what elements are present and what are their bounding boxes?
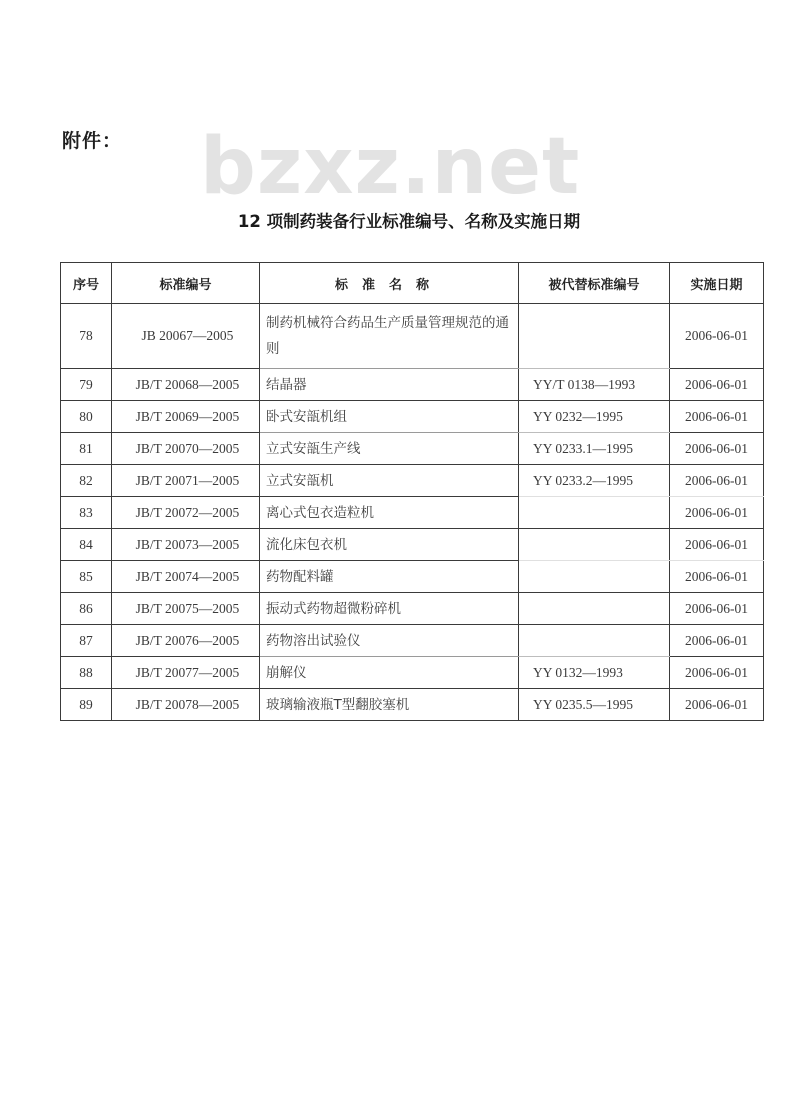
cell-code: JB/T 20077—2005 bbox=[112, 657, 260, 689]
cell-date: 2006-06-01 bbox=[670, 465, 764, 497]
cell-date: 2006-06-01 bbox=[670, 593, 764, 625]
attachment-label: 附件： bbox=[62, 130, 123, 152]
cell-code: JB/T 20074—2005 bbox=[112, 561, 260, 593]
table-row bbox=[61, 497, 764, 529]
cell-date: 2006-06-01 bbox=[670, 497, 764, 529]
cell-seq: 85 bbox=[61, 561, 112, 593]
cell-date: 2006-06-01 bbox=[670, 657, 764, 689]
cell-date: 2006-06-01 bbox=[670, 561, 764, 593]
table-row bbox=[61, 657, 764, 689]
document-title: 12 项制药装备行业标准编号、名称及实施日期 bbox=[237, 212, 581, 231]
table-row bbox=[61, 529, 764, 561]
cell-seq: 83 bbox=[61, 497, 112, 529]
cell-name: 制药机械符合药品生产质量管理规范的通则 bbox=[260, 304, 519, 369]
cell-code: JB 20067—2005 bbox=[112, 304, 260, 369]
cell-name: 振动式药物超微粉碎机 bbox=[260, 593, 519, 625]
cell-date: 2006-06-01 bbox=[670, 401, 764, 433]
cell-name: 立式安瓿机 bbox=[260, 465, 519, 497]
cell-code: JB/T 20069—2005 bbox=[112, 401, 260, 433]
cell-replaced: YY 0132—1993 bbox=[519, 657, 670, 689]
cell-seq: 82 bbox=[61, 465, 112, 497]
cell-seq: 81 bbox=[61, 433, 112, 465]
cell-replaced: YY/T 0138—1993 bbox=[519, 369, 670, 401]
table-row bbox=[61, 401, 764, 433]
cell-name: 崩解仪 bbox=[260, 657, 519, 689]
cell-code: JB/T 20070—2005 bbox=[112, 433, 260, 465]
table-row bbox=[61, 561, 764, 593]
header-replaced: 被代替标准编号 bbox=[519, 263, 670, 304]
cell-replaced bbox=[519, 625, 670, 657]
cell-code: JB/T 20076—2005 bbox=[112, 625, 260, 657]
cell-replaced bbox=[519, 497, 670, 529]
cell-date: 2006-06-01 bbox=[670, 529, 764, 561]
cell-name: 玻璃输液瓶T型翻胶塞机 bbox=[260, 689, 519, 721]
cell-date: 2006-06-01 bbox=[670, 369, 764, 401]
cell-code: JB/T 20078—2005 bbox=[112, 689, 260, 721]
cell-seq: 78 bbox=[61, 304, 112, 369]
cell-seq: 80 bbox=[61, 401, 112, 433]
cell-seq: 89 bbox=[61, 689, 112, 721]
cell-name: 卧式安瓿机组 bbox=[260, 401, 519, 433]
cell-replaced: YY 0235.5—1995 bbox=[519, 689, 670, 721]
cell-replaced bbox=[519, 304, 670, 369]
table-row bbox=[61, 304, 764, 369]
cell-code: JB/T 20071—2005 bbox=[112, 465, 260, 497]
table-row bbox=[61, 689, 764, 721]
header-name: 标准名称 bbox=[260, 263, 519, 304]
cell-seq: 87 bbox=[61, 625, 112, 657]
cell-name: 流化床包衣机 bbox=[260, 529, 519, 561]
table-row bbox=[61, 433, 764, 465]
cell-replaced: YY 0233.1—1995 bbox=[519, 433, 670, 465]
cell-name: 结晶器 bbox=[260, 369, 519, 401]
cell-code: JB/T 20073—2005 bbox=[112, 529, 260, 561]
header-date: 实施日期 bbox=[670, 263, 764, 304]
cell-replaced bbox=[519, 529, 670, 561]
cell-seq: 88 bbox=[61, 657, 112, 689]
table-row bbox=[61, 625, 764, 657]
standards-table bbox=[60, 262, 764, 721]
cell-seq: 79 bbox=[61, 369, 112, 401]
cell-replaced bbox=[519, 593, 670, 625]
table-header-row bbox=[61, 263, 764, 304]
cell-code: JB/T 20068—2005 bbox=[112, 369, 260, 401]
table-row bbox=[61, 593, 764, 625]
cell-name: 离心式包衣造粒机 bbox=[260, 497, 519, 529]
cell-replaced bbox=[519, 561, 670, 593]
cell-name: 立式安瓿生产线 bbox=[260, 433, 519, 465]
header-seq: 序号 bbox=[61, 263, 112, 304]
cell-date: 2006-06-01 bbox=[670, 304, 764, 369]
header-code: 标准编号 bbox=[112, 263, 260, 304]
cell-date: 2006-06-01 bbox=[670, 625, 764, 657]
cell-seq: 84 bbox=[61, 529, 112, 561]
cell-code: JB/T 20075—2005 bbox=[112, 593, 260, 625]
cell-date: 2006-06-01 bbox=[670, 433, 764, 465]
cell-replaced: YY 0233.2—1995 bbox=[519, 465, 670, 497]
cell-name: 药物溶出试验仪 bbox=[260, 625, 519, 657]
cell-date: 2006-06-01 bbox=[670, 689, 764, 721]
cell-name: 药物配料罐 bbox=[260, 561, 519, 593]
cell-seq: 86 bbox=[61, 593, 112, 625]
table-row bbox=[61, 369, 764, 401]
table-row bbox=[61, 465, 764, 497]
cell-code: JB/T 20072—2005 bbox=[112, 497, 260, 529]
cell-replaced: YY 0232—1995 bbox=[519, 401, 670, 433]
watermark: bzxz.net bbox=[200, 122, 581, 212]
